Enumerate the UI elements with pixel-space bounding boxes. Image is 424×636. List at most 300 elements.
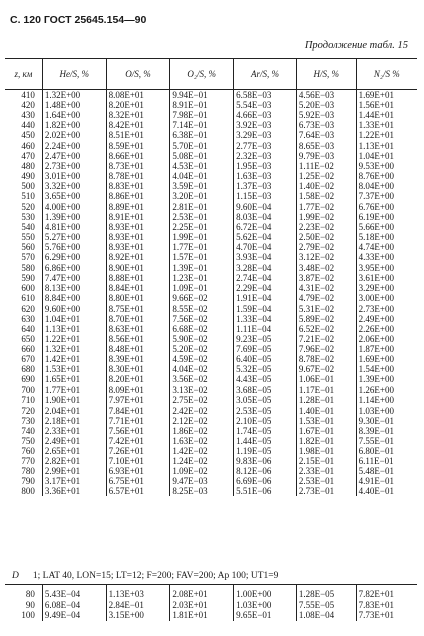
- value-cell: 3.15E+00: [106, 610, 170, 621]
- value-cell: 1.17E−01: [296, 385, 356, 395]
- value-cell: 7.21E−02: [296, 334, 356, 344]
- value-cell: 2.26E+00: [356, 324, 417, 334]
- value-cell: 9.65E−01: [234, 610, 297, 621]
- value-cell: 3.36E+01: [42, 486, 106, 496]
- value-cell: 6.11E−01: [356, 456, 417, 466]
- column-header: O/S, %: [106, 59, 170, 90]
- table-row: [5, 161, 417, 171]
- value-cell: 1.25E−02: [296, 171, 356, 181]
- value-cell: 2.23E−02: [296, 222, 356, 232]
- altitude-cell: 470: [21, 150, 35, 161]
- table-row: [5, 110, 417, 120]
- table-row: [5, 100, 417, 110]
- altitude-cell: 410: [21, 90, 35, 101]
- value-cell: 3.12E−02: [296, 252, 356, 262]
- value-cell: 2.06E+00: [356, 334, 417, 344]
- value-cell: 7.82E+01: [356, 585, 417, 600]
- table-row: [5, 273, 417, 283]
- value-cell: 1.59E−04: [234, 304, 297, 314]
- table-row: [5, 151, 417, 161]
- value-cell: 1.82E+00: [42, 120, 106, 130]
- value-cell: 8.51E+01: [106, 130, 170, 140]
- value-cell: 8.70E+01: [106, 314, 170, 324]
- value-cell: 6.86E+00: [42, 263, 106, 273]
- value-cell: 8.42E+01: [106, 120, 170, 130]
- altitude-cell: 720: [21, 405, 35, 416]
- value-cell: 1.63E−03: [234, 171, 297, 181]
- value-cell: 7.84E+01: [106, 406, 170, 416]
- value-cell: 1.99E−01: [170, 232, 234, 242]
- value-cell: 2.73E−01: [296, 486, 356, 496]
- value-cell: 9.66E−02: [170, 293, 234, 304]
- value-cell: 4.31E−02: [296, 283, 356, 293]
- value-cell: 3.65E+00: [42, 191, 106, 202]
- value-cell: 9.60E−04: [234, 202, 297, 212]
- value-cell: 3.93E−04: [234, 252, 297, 262]
- value-cell: 8.86E+01: [106, 191, 170, 202]
- table-row: [5, 486, 417, 496]
- value-cell: 7.10E+01: [106, 456, 170, 466]
- table-row: [5, 293, 417, 304]
- altitude-cell: 740: [21, 425, 35, 436]
- table-row: [5, 263, 417, 273]
- value-cell: 2.10E−05: [234, 416, 297, 426]
- table-row: [5, 456, 417, 466]
- value-cell: 2.08E+01: [170, 585, 234, 600]
- value-cell: 6.93E+01: [106, 466, 170, 476]
- value-cell: 5.08E−01: [170, 151, 234, 161]
- value-cell: 7.14E−01: [170, 120, 234, 130]
- value-cell: 1.64E+00: [42, 110, 106, 120]
- value-cell: 5.90E−02: [170, 334, 234, 344]
- value-cell: 7.96E−02: [296, 344, 356, 354]
- value-cell: 1.00E+00: [234, 585, 297, 600]
- altitude-cell: 730: [21, 415, 35, 426]
- value-cell: 1.67E−01: [296, 426, 356, 436]
- value-cell: 1.69E+00: [356, 354, 417, 364]
- value-cell: 6.69E−06: [234, 476, 297, 486]
- altitude-cell: 640: [21, 324, 35, 335]
- column-header: He/S, %: [42, 59, 106, 90]
- value-cell: 2.53E−01: [296, 476, 356, 486]
- value-cell: 6.72E−04: [234, 222, 297, 232]
- altitude-cell: 80: [25, 589, 35, 600]
- value-cell: 1.08E−04: [296, 610, 356, 621]
- value-cell: 8.89E+01: [106, 202, 170, 212]
- value-cell: 1.33E−04: [234, 314, 297, 324]
- value-cell: 1.77E−02: [296, 202, 356, 212]
- value-cell: 1.33E+01: [356, 120, 417, 130]
- value-cell: 5.62E−04: [234, 232, 297, 242]
- value-cell: 2.33E+01: [42, 426, 106, 436]
- value-cell: 2.33E−01: [296, 466, 356, 476]
- value-cell: 1.13E+01: [356, 140, 417, 150]
- value-cell: 8.76E+00: [356, 171, 417, 181]
- altitude-cell: 800: [21, 486, 35, 497]
- value-cell: 2.42E−02: [170, 406, 234, 416]
- value-cell: 4.04E−02: [170, 364, 234, 374]
- low-altitude-table: [5, 584, 417, 621]
- value-cell: 8.65E−03: [296, 140, 356, 150]
- value-cell: 1.37E−03: [234, 181, 297, 191]
- value-cell: 2.04E+01: [42, 406, 106, 416]
- table-row: [5, 90, 417, 101]
- altitude-cell: 90: [25, 599, 35, 610]
- altitude-cell: 630: [21, 313, 35, 324]
- value-cell: 6.68E−02: [170, 324, 234, 334]
- altitude-cell: 500: [21, 180, 35, 191]
- value-cell: 8.03E−04: [234, 212, 297, 222]
- value-cell: 1.28E−01: [296, 395, 356, 406]
- table-row: [5, 120, 417, 130]
- value-cell: 3.61E+00: [356, 273, 417, 283]
- value-cell: 1.06E−01: [296, 374, 356, 384]
- altitude-cell: 790: [21, 476, 35, 487]
- value-cell: 8.30E+01: [106, 364, 170, 374]
- column-header: N₂/S %: [356, 59, 417, 90]
- value-cell: 1.77E+01: [42, 385, 106, 395]
- table-row: [5, 191, 417, 202]
- value-cell: 8.08E+01: [106, 90, 170, 101]
- value-cell: 8.63E+01: [106, 324, 170, 334]
- value-cell: 8.59E+01: [106, 140, 170, 150]
- altitude-cell: 450: [21, 130, 35, 141]
- value-cell: 4.81E+00: [42, 222, 106, 232]
- table-row: [5, 334, 417, 344]
- value-cell: 2.15E−01: [296, 456, 356, 466]
- parameters-legend: [12, 571, 278, 581]
- table-row: [5, 181, 417, 191]
- value-cell: 8.92E+01: [106, 252, 170, 262]
- altitude-cell: 490: [21, 170, 35, 181]
- value-cell: 5.32E−05: [234, 364, 297, 374]
- altitude-cell: 100: [21, 610, 35, 621]
- table-row: [5, 446, 417, 456]
- value-cell: 8.25E−03: [170, 486, 234, 496]
- value-cell: 9.23E−05: [234, 334, 297, 344]
- value-cell: 9.30E−01: [356, 416, 417, 426]
- value-cell: 3.95E+00: [356, 263, 417, 273]
- table-row: [5, 304, 417, 314]
- value-cell: 2.75E−02: [170, 395, 234, 406]
- value-cell: 8.91E−01: [170, 100, 234, 110]
- value-cell: 8.20E+01: [106, 374, 170, 384]
- table-row: [5, 283, 417, 293]
- value-cell: 9.53E+00: [356, 161, 417, 171]
- value-cell: 1.65E+01: [42, 374, 106, 384]
- value-cell: 8.04E+00: [356, 181, 417, 191]
- altitude-cell: 760: [21, 446, 35, 457]
- value-cell: 2.74E−04: [234, 273, 297, 283]
- altitude-cell: 650: [21, 334, 35, 345]
- value-cell: 2.82E+01: [42, 456, 106, 466]
- value-cell: 7.64E−03: [296, 130, 356, 140]
- value-cell: 4.70E−04: [234, 242, 297, 252]
- value-cell: 1.39E−01: [170, 263, 234, 273]
- value-cell: 6.58E−03: [234, 90, 297, 101]
- value-cell: 5.89E−02: [296, 314, 356, 324]
- altitude-cell: 690: [21, 374, 35, 385]
- altitude-cell: 560: [21, 242, 35, 253]
- value-cell: 7.42E+01: [106, 436, 170, 446]
- value-cell: 9.79E−03: [296, 151, 356, 161]
- value-cell: 6.29E+00: [42, 252, 106, 262]
- value-cell: 5.92E−03: [296, 110, 356, 120]
- value-cell: 7.55E−01: [356, 436, 417, 446]
- value-cell: 1.57E−01: [170, 252, 234, 262]
- value-cell: 6.52E−02: [296, 324, 356, 334]
- table-row: [5, 600, 417, 611]
- table-row: [5, 395, 417, 406]
- value-cell: 3.00E+00: [356, 293, 417, 304]
- value-cell: 7.98E−01: [170, 110, 234, 120]
- value-cell: 2.53E−05: [234, 406, 297, 416]
- value-cell: 8.13E+00: [42, 283, 106, 293]
- altitude-cell: 420: [21, 100, 35, 111]
- altitude-cell: 670: [21, 354, 35, 365]
- value-cell: 4.40E−01: [356, 486, 417, 496]
- table-row: [5, 232, 417, 242]
- table-row: [5, 466, 417, 476]
- value-cell: 1.86E−02: [170, 426, 234, 436]
- value-cell: 7.56E+01: [106, 426, 170, 436]
- value-cell: 5.51E−06: [234, 486, 297, 496]
- altitude-cell: 590: [21, 272, 35, 283]
- table-row: [5, 416, 417, 426]
- altitude-cell: 770: [21, 456, 35, 467]
- value-cell: 1.98E−01: [296, 446, 356, 456]
- value-cell: 6.38E−01: [170, 130, 234, 140]
- value-cell: 7.73E+01: [356, 610, 417, 621]
- table-row: [5, 406, 417, 416]
- value-cell: 2.73E+00: [42, 161, 106, 171]
- value-cell: 9.67E−02: [296, 364, 356, 374]
- value-cell: 8.56E+01: [106, 334, 170, 344]
- value-cell: 2.77E−03: [234, 140, 297, 150]
- value-cell: 1.04E+01: [356, 151, 417, 161]
- value-cell: 2.50E−02: [296, 232, 356, 242]
- value-cell: 3.29E−03: [234, 130, 297, 140]
- value-cell: 1.28E−05: [296, 585, 356, 600]
- value-cell: 1.95E−03: [234, 161, 297, 171]
- value-cell: 1.91E−04: [234, 293, 297, 304]
- column-header: H/S, %: [296, 59, 356, 90]
- value-cell: 1.53E+01: [42, 364, 106, 374]
- value-cell: 5.20E−02: [170, 344, 234, 354]
- value-cell: 4.04E−01: [170, 171, 234, 181]
- value-cell: 1.82E−01: [296, 436, 356, 446]
- value-cell: 1.42E−02: [170, 446, 234, 456]
- value-cell: 7.37E+00: [356, 191, 417, 202]
- value-cell: 1.69E+01: [356, 90, 417, 101]
- value-cell: 4.66E−03: [234, 110, 297, 120]
- value-cell: 1.13E+01: [42, 324, 106, 334]
- value-cell: 3.56E−02: [170, 374, 234, 384]
- page-header: С. 120 ГОСТ 25645.154—90: [10, 14, 147, 26]
- altitude-cell: 610: [21, 293, 35, 304]
- value-cell: 1.39E+00: [356, 374, 417, 384]
- value-cell: 6.19E+00: [356, 212, 417, 222]
- value-cell: 7.26E+01: [106, 446, 170, 456]
- value-cell: 8.39E+01: [106, 354, 170, 364]
- value-cell: 8.20E+01: [106, 100, 170, 110]
- value-cell: 7.83E+01: [356, 600, 417, 611]
- value-cell: 1.32E+00: [42, 90, 106, 101]
- value-cell: 8.12E−06: [234, 466, 297, 476]
- value-cell: 3.87E−02: [296, 273, 356, 283]
- value-cell: 9.49E−04: [42, 610, 106, 621]
- altitude-cell: 600: [21, 282, 35, 293]
- value-cell: 1.58E−02: [296, 191, 356, 202]
- value-cell: 8.39E−01: [356, 426, 417, 436]
- table-row: [5, 436, 417, 446]
- value-cell: 1.24E−02: [170, 456, 234, 466]
- value-cell: 1.90E+01: [42, 395, 106, 406]
- value-cell: 2.24E+00: [42, 140, 106, 150]
- value-cell: 3.68E−05: [234, 385, 297, 395]
- value-cell: 2.47E+00: [42, 151, 106, 161]
- value-cell: 4.43E−05: [234, 374, 297, 384]
- value-cell: 4.56E−03: [296, 90, 356, 101]
- value-cell: 3.28E−04: [234, 263, 297, 273]
- value-cell: 1.54E+00: [356, 364, 417, 374]
- value-cell: 8.80E+01: [106, 293, 170, 304]
- table-row: [5, 476, 417, 486]
- table-row: [5, 222, 417, 232]
- column-header: z, км: [5, 59, 42, 90]
- value-cell: 1.15E−03: [234, 191, 297, 202]
- value-cell: 1.09E−02: [170, 466, 234, 476]
- value-cell: 3.17E+01: [42, 476, 106, 486]
- value-cell: 1.48E+00: [42, 100, 106, 110]
- value-cell: 2.99E+01: [42, 466, 106, 476]
- value-cell: 8.78E−02: [296, 354, 356, 364]
- altitude-cell: 540: [21, 222, 35, 233]
- altitude-cell: 530: [21, 212, 35, 223]
- value-cell: 8.88E+01: [106, 273, 170, 283]
- table-row: [5, 212, 417, 222]
- table-row: [5, 364, 417, 374]
- table-row: [5, 252, 417, 262]
- value-cell: 2.32E−03: [234, 151, 297, 161]
- value-cell: 1.44E+01: [356, 110, 417, 120]
- value-cell: 6.73E−03: [296, 120, 356, 130]
- value-cell: 1.13E+03: [106, 585, 170, 600]
- value-cell: 1.11E−04: [234, 324, 297, 334]
- value-cell: 1.99E−02: [296, 212, 356, 222]
- value-cell: 8.48E+01: [106, 344, 170, 354]
- value-cell: 8.90E+01: [106, 263, 170, 273]
- value-cell: 7.71E+01: [106, 416, 170, 426]
- altitude-cell: 580: [21, 262, 35, 273]
- value-cell: 4.00E+00: [42, 202, 106, 212]
- value-cell: 1.81E+01: [170, 610, 234, 621]
- value-cell: 3.59E−01: [170, 181, 234, 191]
- value-cell: 5.20E−03: [296, 100, 356, 110]
- value-cell: 7.69E−05: [234, 344, 297, 354]
- value-cell: 7.97E+01: [106, 395, 170, 406]
- value-cell: 1.87E+00: [356, 344, 417, 354]
- value-cell: 5.18E+00: [356, 232, 417, 242]
- value-cell: 1.03E+00: [356, 406, 417, 416]
- value-cell: 8.55E−02: [170, 304, 234, 314]
- value-cell: 6.76E+00: [356, 202, 417, 212]
- value-cell: 4.91E−01: [356, 476, 417, 486]
- value-cell: 3.48E−02: [296, 263, 356, 273]
- table-row: [5, 610, 417, 621]
- altitude-cell: 700: [21, 384, 35, 395]
- value-cell: 4.74E+00: [356, 242, 417, 252]
- value-cell: 5.76E+00: [42, 242, 106, 252]
- value-cell: 1.22E+01: [42, 334, 106, 344]
- column-header: Ar/S, %: [234, 59, 297, 90]
- value-cell: 8.09E+01: [106, 385, 170, 395]
- altitude-cell: 430: [21, 110, 35, 121]
- value-cell: 3.01E+00: [42, 171, 106, 181]
- value-cell: 1.32E+01: [42, 344, 106, 354]
- value-cell: 1.23E−01: [170, 273, 234, 283]
- value-cell: 8.84E+01: [106, 283, 170, 293]
- table-row: [5, 374, 417, 384]
- value-cell: 5.31E−02: [296, 304, 356, 314]
- value-cell: 2.84E−01: [106, 600, 170, 611]
- value-cell: 8.93E+01: [106, 232, 170, 242]
- value-cell: 8.66E+01: [106, 151, 170, 161]
- table-row: [5, 344, 417, 354]
- value-cell: 9.94E−01: [170, 90, 234, 101]
- table-row: [5, 202, 417, 212]
- table-body: [5, 90, 417, 497]
- table-row: [5, 314, 417, 324]
- value-cell: 9.47E−03: [170, 476, 234, 486]
- table-row: [5, 242, 417, 252]
- table-body: [5, 585, 417, 621]
- value-cell: 1.03E+00: [234, 600, 297, 611]
- value-cell: 8.93E+01: [106, 242, 170, 252]
- value-cell: 6.08E−04: [42, 600, 106, 611]
- value-cell: 2.65E+01: [42, 446, 106, 456]
- table-row: [5, 140, 417, 150]
- altitude-cell: 510: [21, 191, 35, 202]
- altitude-cell: 680: [21, 364, 35, 375]
- value-cell: 6.40E−05: [234, 354, 297, 364]
- value-cell: 8.91E+01: [106, 212, 170, 222]
- value-cell: 1.09E−01: [170, 283, 234, 293]
- table-row: [5, 130, 417, 140]
- value-cell: 1.40E−02: [296, 181, 356, 191]
- value-cell: 4.79E−02: [296, 293, 356, 304]
- altitude-cell: 460: [21, 140, 35, 151]
- value-cell: 1.19E−05: [234, 446, 297, 456]
- value-cell: 8.84E+00: [42, 293, 106, 304]
- value-cell: 8.75E+01: [106, 304, 170, 314]
- value-cell: 5.48E−01: [356, 466, 417, 476]
- table-row: [5, 426, 417, 436]
- altitude-cell: 480: [21, 160, 35, 171]
- value-cell: 1.14E+00: [356, 395, 417, 406]
- value-cell: 3.20E−01: [170, 191, 234, 202]
- table-continuation-label: Продолжение табл. 15: [304, 40, 408, 51]
- value-cell: 3.32E+00: [42, 181, 106, 191]
- value-cell: 1.63E−02: [170, 436, 234, 446]
- value-cell: 5.27E+00: [42, 232, 106, 242]
- table-row: [5, 171, 417, 181]
- value-cell: 6.75E+01: [106, 476, 170, 486]
- value-cell: 4.59E−02: [170, 354, 234, 364]
- altitude-cell: 660: [21, 344, 35, 355]
- table-row: [5, 324, 417, 334]
- value-cell: 2.03E+01: [170, 600, 234, 611]
